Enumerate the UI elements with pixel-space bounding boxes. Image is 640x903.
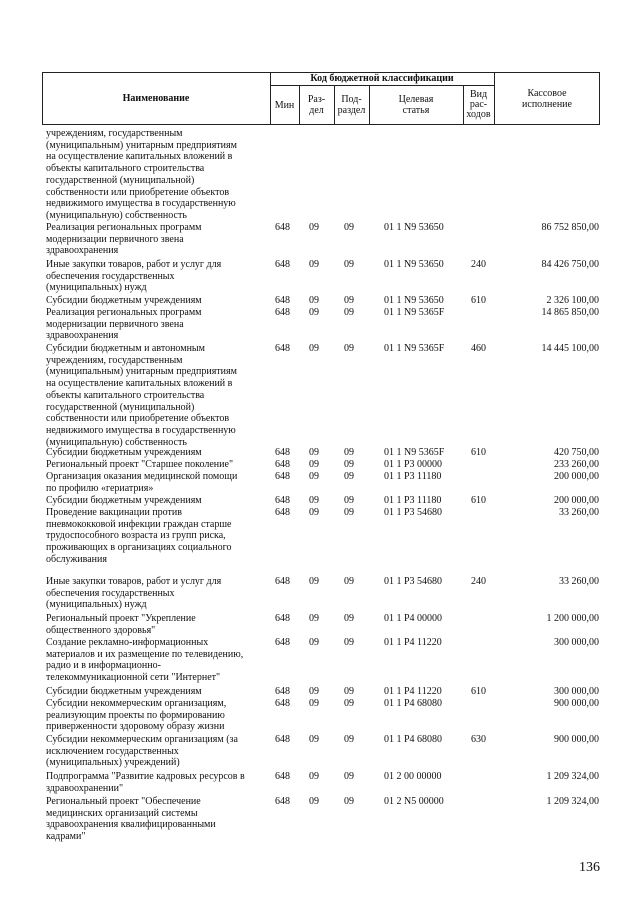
cell-name-line: Подпрограмма "Развитие кадровых ресурсов в xyxy=(46,771,245,782)
header-kassa-line2: исполнение xyxy=(522,98,572,110)
cell-razdel: 09 xyxy=(309,259,319,270)
cell-sum: 900 000,00 xyxy=(554,698,599,709)
cell-podrazdel: 09 xyxy=(344,307,354,318)
cell-name-line: собственности или приобретение объектов xyxy=(46,413,230,425)
cell-name-line: (муниципальную) собственность xyxy=(46,209,187,221)
header-podrazdel-line1: Под- xyxy=(341,94,362,105)
cell-sum: 900 000,00 xyxy=(554,734,599,745)
cell-min: 648 xyxy=(275,447,290,458)
cell-name xyxy=(46,734,268,769)
cell-name-line: здравоохранения квалифицированными xyxy=(46,819,216,831)
cell-min: 648 xyxy=(275,771,290,782)
header-min: Мин xyxy=(274,99,295,111)
cell-name-line: Субсидии бюджетным и автономным xyxy=(46,343,205,354)
cell-name-line: кадрами" xyxy=(46,831,86,843)
cell-name-line: общественного здоровья" xyxy=(46,624,156,636)
header-vid-line3: ходов xyxy=(466,109,491,120)
cell-name-line: модернизации первичного звена xyxy=(46,233,184,245)
cell-stat: 01 1 N9 53650 xyxy=(384,295,444,306)
cell-min: 648 xyxy=(275,495,290,506)
cell-min: 648 xyxy=(275,307,290,318)
cell-min: 648 xyxy=(275,613,290,624)
cell-vid: 610 xyxy=(471,295,486,306)
header-kassa-line1: Кассовое xyxy=(527,87,567,99)
cell-stat: 01 1 P3 54680 xyxy=(384,507,443,518)
cell-podrazdel: 09 xyxy=(344,613,354,624)
cell-stat: 01 2 N5 00000 xyxy=(384,796,444,807)
cell-vid: 630 xyxy=(471,734,486,745)
cell-razdel: 09 xyxy=(309,495,319,506)
cell-sum: 14 445 100,00 xyxy=(541,343,599,354)
cell-min: 648 xyxy=(275,576,290,587)
cell-name-line: телекоммуникационной сети "Интернет" xyxy=(46,672,221,684)
cell-name-line: учреждениям, государственным xyxy=(46,128,183,139)
cell-stat: 01 1 P3 11180 xyxy=(384,471,442,482)
cell-min: 648 xyxy=(275,295,290,306)
header-vid-line1: Вид xyxy=(469,89,488,100)
header-target-line1: Целевая xyxy=(398,94,434,105)
cell-sum: 84 426 750,00 xyxy=(541,259,599,270)
cell-name-line: по профилю «гериатрия» xyxy=(46,482,154,494)
cell-name xyxy=(46,637,268,684)
cell-name-line: обеспечения государственных xyxy=(46,270,175,282)
cell-name-line: на осуществление капитальных вложений в xyxy=(46,378,233,390)
cell-sum: 1 200 000,00 xyxy=(546,613,599,624)
header-budget-code-group: Код бюджетной классификации xyxy=(310,73,454,84)
cell-name xyxy=(46,259,268,294)
cell-min: 648 xyxy=(275,734,290,745)
cell-stat: 01 1 P4 11220 xyxy=(384,686,442,697)
cell-name xyxy=(46,222,268,257)
cell-razdel: 09 xyxy=(309,698,319,709)
cell-podrazdel: 09 xyxy=(344,507,354,518)
cell-sum: 1 209 324,00 xyxy=(546,796,599,807)
cell-vid: 460 xyxy=(471,343,486,354)
cell-name-line: государственной (муниципальной) xyxy=(46,174,195,186)
cell-name-line: Региональный проект "Укрепление xyxy=(46,613,196,624)
cell-stat: 01 1 P3 00000 xyxy=(384,459,443,470)
cell-min: 648 xyxy=(275,507,290,518)
cell-name xyxy=(46,796,268,843)
cell-name-line: реализующим проекты по формированию xyxy=(46,709,225,721)
cell-stat: 01 1 P3 11180 xyxy=(384,495,442,506)
cell-sum: 2 326 100,00 xyxy=(546,295,599,306)
cell-name-line: исключением государственных xyxy=(46,745,179,757)
cell-sum: 200 000,00 xyxy=(554,471,599,482)
cell-podrazdel: 09 xyxy=(344,447,354,458)
cell-podrazdel: 09 xyxy=(344,471,354,482)
cell-name xyxy=(46,307,268,342)
cell-podrazdel: 09 xyxy=(344,343,354,354)
cell-razdel: 09 xyxy=(309,734,319,745)
cell-name-line: учреждениям, государственным xyxy=(46,354,183,366)
header-vid-line2: рас- xyxy=(469,99,488,110)
cell-min: 648 xyxy=(275,343,290,354)
cell-name-line: государственной (муниципальной) xyxy=(46,401,195,413)
cell-name-line: здравоохранении" xyxy=(46,782,124,794)
cell-name-line: радио и в информационно- xyxy=(46,660,161,672)
cell-name-line: Региональный проект "Старшее поколение" xyxy=(46,459,234,470)
cell-min: 648 xyxy=(275,637,290,648)
cell-name xyxy=(46,295,268,307)
cell-min: 648 xyxy=(275,459,290,470)
cell-vid: 610 xyxy=(471,495,486,506)
cell-name xyxy=(46,698,268,733)
cell-name xyxy=(46,686,268,698)
cell-razdel: 09 xyxy=(309,576,319,587)
cell-min: 648 xyxy=(275,686,290,697)
cell-stat: 01 1 P3 54680 xyxy=(384,576,443,587)
cell-vid: 610 xyxy=(471,686,486,697)
cell-name xyxy=(46,613,268,636)
cell-name-line: Субсидии бюджетным учреждениям xyxy=(46,495,202,506)
cell-name-line: недвижимого имущества в государственную xyxy=(46,424,236,436)
cell-sum: 33 260,00 xyxy=(559,507,599,518)
cell-name-line: недвижимого имущества в государственную xyxy=(46,198,236,210)
cell-name xyxy=(46,471,268,494)
cell-razdel: 09 xyxy=(309,796,319,807)
cell-name-line: здравоохранения xyxy=(46,245,119,257)
cell-razdel: 09 xyxy=(309,447,319,458)
cell-razdel: 09 xyxy=(309,295,319,306)
cell-name-line: Субсидии бюджетным учреждениям xyxy=(46,295,202,306)
cell-podrazdel: 09 xyxy=(344,259,354,270)
cell-name xyxy=(46,459,268,471)
cell-stat: 01 1 P4 00000 xyxy=(384,613,443,624)
cell-min: 648 xyxy=(275,796,290,807)
cell-name-line: объекты капитального строительства xyxy=(46,389,205,401)
cell-name-line: обеспечения государственных xyxy=(46,587,175,599)
header-target-line2: статья xyxy=(402,105,430,116)
cell-name-line: на осуществление капитальных вложений в xyxy=(46,151,233,163)
cell-name-line: проживающих в организациях социального xyxy=(46,542,232,554)
cell-podrazdel: 09 xyxy=(344,222,354,233)
cell-min: 648 xyxy=(275,698,290,709)
cell-min: 648 xyxy=(275,222,290,233)
cell-podrazdel: 09 xyxy=(344,295,354,306)
cell-name-line: (муниципальных) нужд xyxy=(46,282,147,294)
cell-name-line: медицинских организаций системы xyxy=(46,807,198,819)
cell-sum: 300 000,00 xyxy=(554,686,599,697)
cell-name-line: (муниципальных) нужд xyxy=(46,599,147,611)
cell-name-line: материалов и их размещение по телевидению, xyxy=(46,648,244,660)
cell-name xyxy=(46,343,268,448)
cell-sum: 300 000,00 xyxy=(554,637,599,648)
cell-name-line: (муниципальную) собственность xyxy=(46,436,187,448)
cell-name-line: Субсидии бюджетным учреждениям xyxy=(46,447,202,458)
cell-name xyxy=(46,128,268,222)
cell-razdel: 09 xyxy=(309,459,319,470)
cell-vid: 610 xyxy=(471,447,486,458)
cell-name xyxy=(46,771,268,794)
cell-stat: 01 1 N9 5365F xyxy=(384,343,445,354)
cell-razdel: 09 xyxy=(309,613,319,624)
cell-podrazdel: 09 xyxy=(344,698,354,709)
cell-razdel: 09 xyxy=(309,307,319,318)
cell-podrazdel: 09 xyxy=(344,686,354,697)
cell-vid: 240 xyxy=(471,576,486,587)
cell-name-line: трудоспособного возраста из групп риска, xyxy=(46,530,226,542)
cell-name-line: Субсидии некоммерческим организациям, xyxy=(46,698,227,709)
cell-stat: 01 1 P4 68080 xyxy=(384,734,443,745)
cell-name-line: (муниципальным) унитарным предприятиям xyxy=(46,366,237,378)
cell-name-line: модернизации первичного звена xyxy=(46,318,184,330)
cell-razdel: 09 xyxy=(309,471,319,482)
cell-podrazdel: 09 xyxy=(344,495,354,506)
cell-name-line: Иные закупки товаров, работ и услуг для xyxy=(46,576,222,587)
cell-name-line: здравоохранения xyxy=(46,330,119,342)
cell-name-line: Реализация региональных программ xyxy=(46,222,202,233)
cell-razdel: 09 xyxy=(309,343,319,354)
header-razdel-line1: Раз- xyxy=(307,94,326,105)
cell-razdel: 09 xyxy=(309,686,319,697)
cell-name-line: обслуживания xyxy=(46,553,107,565)
cell-podrazdel: 09 xyxy=(344,637,354,648)
cell-vid: 240 xyxy=(471,259,486,270)
header-podrazdel-line2: раздел xyxy=(337,105,366,116)
cell-name-line: объекты капитального строительства xyxy=(46,163,205,175)
cell-name-line: Организация оказания медицинской помощи xyxy=(46,471,238,482)
cell-sum: 33 260,00 xyxy=(559,576,599,587)
cell-podrazdel: 09 xyxy=(344,796,354,807)
cell-name xyxy=(46,507,268,566)
page-number: 136 xyxy=(579,860,600,875)
cell-sum: 1 209 324,00 xyxy=(546,771,599,782)
cell-min: 648 xyxy=(275,259,290,270)
cell-razdel: 09 xyxy=(309,507,319,518)
cell-name-line: Субсидии некоммерческим организациям (за xyxy=(46,734,238,745)
cell-podrazdel: 09 xyxy=(344,459,354,470)
cell-sum: 14 865 850,00 xyxy=(541,307,599,318)
cell-stat: 01 1 N9 5365F xyxy=(384,307,445,318)
cell-name xyxy=(46,495,268,507)
cell-sum: 86 752 850,00 xyxy=(541,222,599,233)
cell-podrazdel: 09 xyxy=(344,734,354,745)
cell-min: 648 xyxy=(275,471,290,482)
cell-name-line: Проведение вакцинации против xyxy=(46,507,182,518)
cell-stat: 01 1 N9 5365F xyxy=(384,447,445,458)
cell-stat: 01 1 N9 53650 xyxy=(384,222,444,233)
cell-name-line: Создание рекламно-информационных xyxy=(46,637,209,648)
cell-name-line: пневмококковой инфекции граждан старше xyxy=(46,518,232,530)
cell-stat: 01 1 P4 11220 xyxy=(384,637,442,648)
cell-name-line: собственности или приобретение объектов xyxy=(46,186,230,198)
cell-name-line: приверженности здоровому образу жизни xyxy=(46,721,225,733)
cell-stat: 01 2 00 00000 xyxy=(384,771,442,782)
cell-name-line: Иные закупки товаров, работ и услуг для xyxy=(46,259,222,270)
cell-sum: 233 260,00 xyxy=(554,459,599,470)
cell-name-line: (муниципальным) унитарным предприятиям xyxy=(46,139,237,151)
cell-name-line: Региональный проект "Обеспечение xyxy=(46,796,201,807)
cell-sum: 420 750,00 xyxy=(554,447,599,458)
cell-name-line: Реализация региональных программ xyxy=(46,307,202,318)
cell-stat: 01 1 P4 68080 xyxy=(384,698,443,709)
cell-name-line: Субсидии бюджетным учреждениям xyxy=(46,686,202,697)
cell-name xyxy=(46,576,268,611)
cell-stat: 01 1 N9 53650 xyxy=(384,259,444,270)
cell-name xyxy=(46,447,268,459)
header-razdel-line2: дел xyxy=(309,105,324,116)
cell-razdel: 09 xyxy=(309,637,319,648)
cell-podrazdel: 09 xyxy=(344,576,354,587)
cell-razdel: 09 xyxy=(309,771,319,782)
cell-razdel: 09 xyxy=(309,222,319,233)
cell-podrazdel: 09 xyxy=(344,771,354,782)
header-name: Наименование xyxy=(122,93,190,104)
cell-sum: 200 000,00 xyxy=(554,495,599,506)
cell-name-line: (муниципальных) учреждений) xyxy=(46,757,180,769)
